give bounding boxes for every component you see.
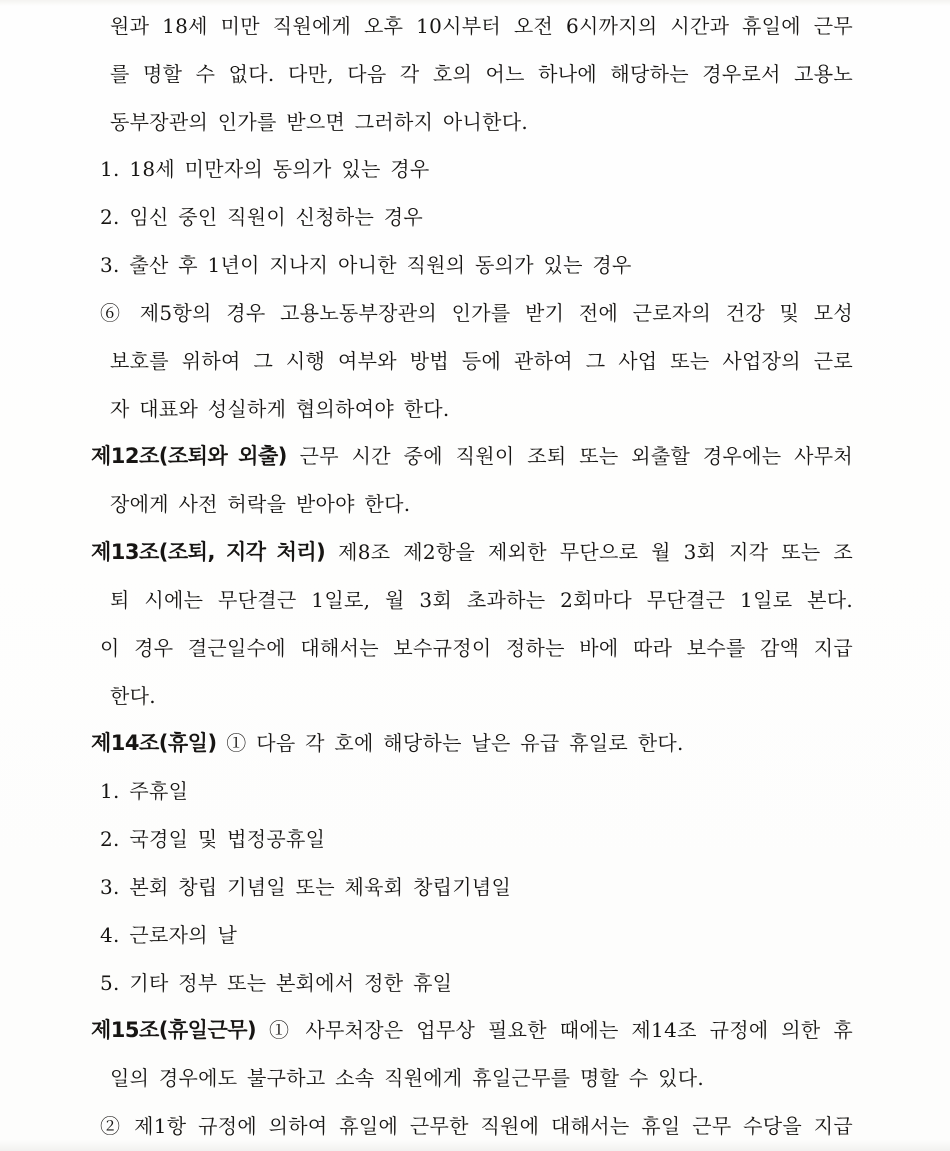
text-line — [0, 577, 950, 625]
text-line — [0, 290, 950, 338]
line-text: 자 대표와 성실하게 협의하여야 한다. — [110, 396, 450, 421]
line-text: 퇴 시에는 무단결근 1일로, 월 3회 초과하는 2회마다 무단결근 1일로 본다. — [110, 587, 853, 612]
line-text: 5. 기타 정부 또는 본회에서 정한 휴일 — [100, 970, 453, 995]
line-text: ① 사무처장은 업무상 필요한 때에는 제14조 규정에 의한 휴 — [256, 1018, 853, 1043]
line-text: 를 명할 수 없다. 다만, 다음 각 호의 어느 하나에 해당하는 경우로서 고용노 — [110, 61, 853, 86]
text-line — [0, 481, 950, 529]
text-line — [0, 51, 950, 99]
line-text: ② 제1항 규정에 의하여 휴일에 근무한 직원에 대해서는 휴일 근무 수당을 지급 — [100, 1114, 853, 1139]
line-text: 장에게 사전 허락을 받아야 한다. — [110, 492, 411, 517]
text-line — [0, 720, 950, 768]
line-text: 1. 18세 미만자의 동의가 있는 경우 — [100, 157, 430, 182]
text-line — [0, 864, 950, 912]
line-text: 2. 국경일 및 법정공휴일 — [100, 827, 326, 852]
line-text: 2. 임신 중인 직원이 신청하는 경우 — [100, 205, 424, 230]
text-line — [0, 242, 950, 290]
text-line — [0, 1103, 950, 1151]
text-line — [0, 673, 950, 721]
line-text: 이 경우 결근일수에 대해서는 보수규정이 정하는 바에 따라 보수를 감액 지급 — [100, 635, 853, 660]
text-line — [0, 433, 950, 481]
line-text: 3. 출산 후 1년이 지나지 아니한 직원의 동의가 있는 경우 — [100, 253, 632, 278]
text-line — [0, 146, 950, 194]
line-text: 제8조 제2항을 제외한 무단으로 월 3회 지각 또는 조 — [325, 540, 853, 565]
text-line — [0, 768, 950, 816]
text-line — [0, 1055, 950, 1103]
text-line — [0, 960, 950, 1008]
line-text: 보호를 위하여 그 시행 여부와 방법 등에 관하여 그 사업 또는 사업장의 근로 — [110, 348, 853, 373]
article-heading: 제14조(휴일) — [91, 731, 217, 756]
line-text: 3. 본회 창립 기념일 또는 체육회 창립기념일 — [100, 874, 512, 899]
line-text: ⑥ 제5항의 경우 고용노동부장관의 인가를 받기 전에 근로자의 건강 및 모성 — [100, 300, 853, 325]
text-line — [0, 338, 950, 386]
article-heading: 제15조(휴일근무) — [91, 1018, 257, 1043]
line-text: 동부장관의 인가를 받으면 그러하지 아니한다. — [110, 109, 529, 134]
text-line — [0, 529, 950, 577]
text-line — [0, 625, 950, 673]
line-text: ① 다음 각 호에 해당하는 날은 유급 휴일로 한다. — [216, 731, 684, 756]
text-line — [0, 386, 950, 434]
line-text: 한다. — [110, 683, 156, 708]
line-text: 근무 시간 중에 직원이 조퇴 또는 외출할 경우에는 사무처 — [286, 444, 853, 469]
line-text: 1. 주휴일 — [100, 779, 189, 804]
article-heading: 제13조(조퇴, 지각 처리) — [91, 540, 326, 565]
line-text: 일의 경우에도 불구하고 소속 직원에게 휴일근무를 명할 수 있다. — [110, 1066, 705, 1091]
line-text: 원과 18세 미만 직원에게 오후 10시부터 오전 6시까지의 시간과 휴일에 근무 — [110, 14, 853, 38]
text-line — [0, 3, 950, 51]
text-line — [0, 99, 950, 147]
text-line — [0, 816, 950, 864]
article-heading: 제12조(조퇴와 외출) — [91, 444, 287, 469]
text-line — [0, 1007, 950, 1055]
text-line — [0, 912, 950, 960]
text-line — [0, 194, 950, 242]
line-text: 4. 근로자의 날 — [100, 922, 238, 947]
